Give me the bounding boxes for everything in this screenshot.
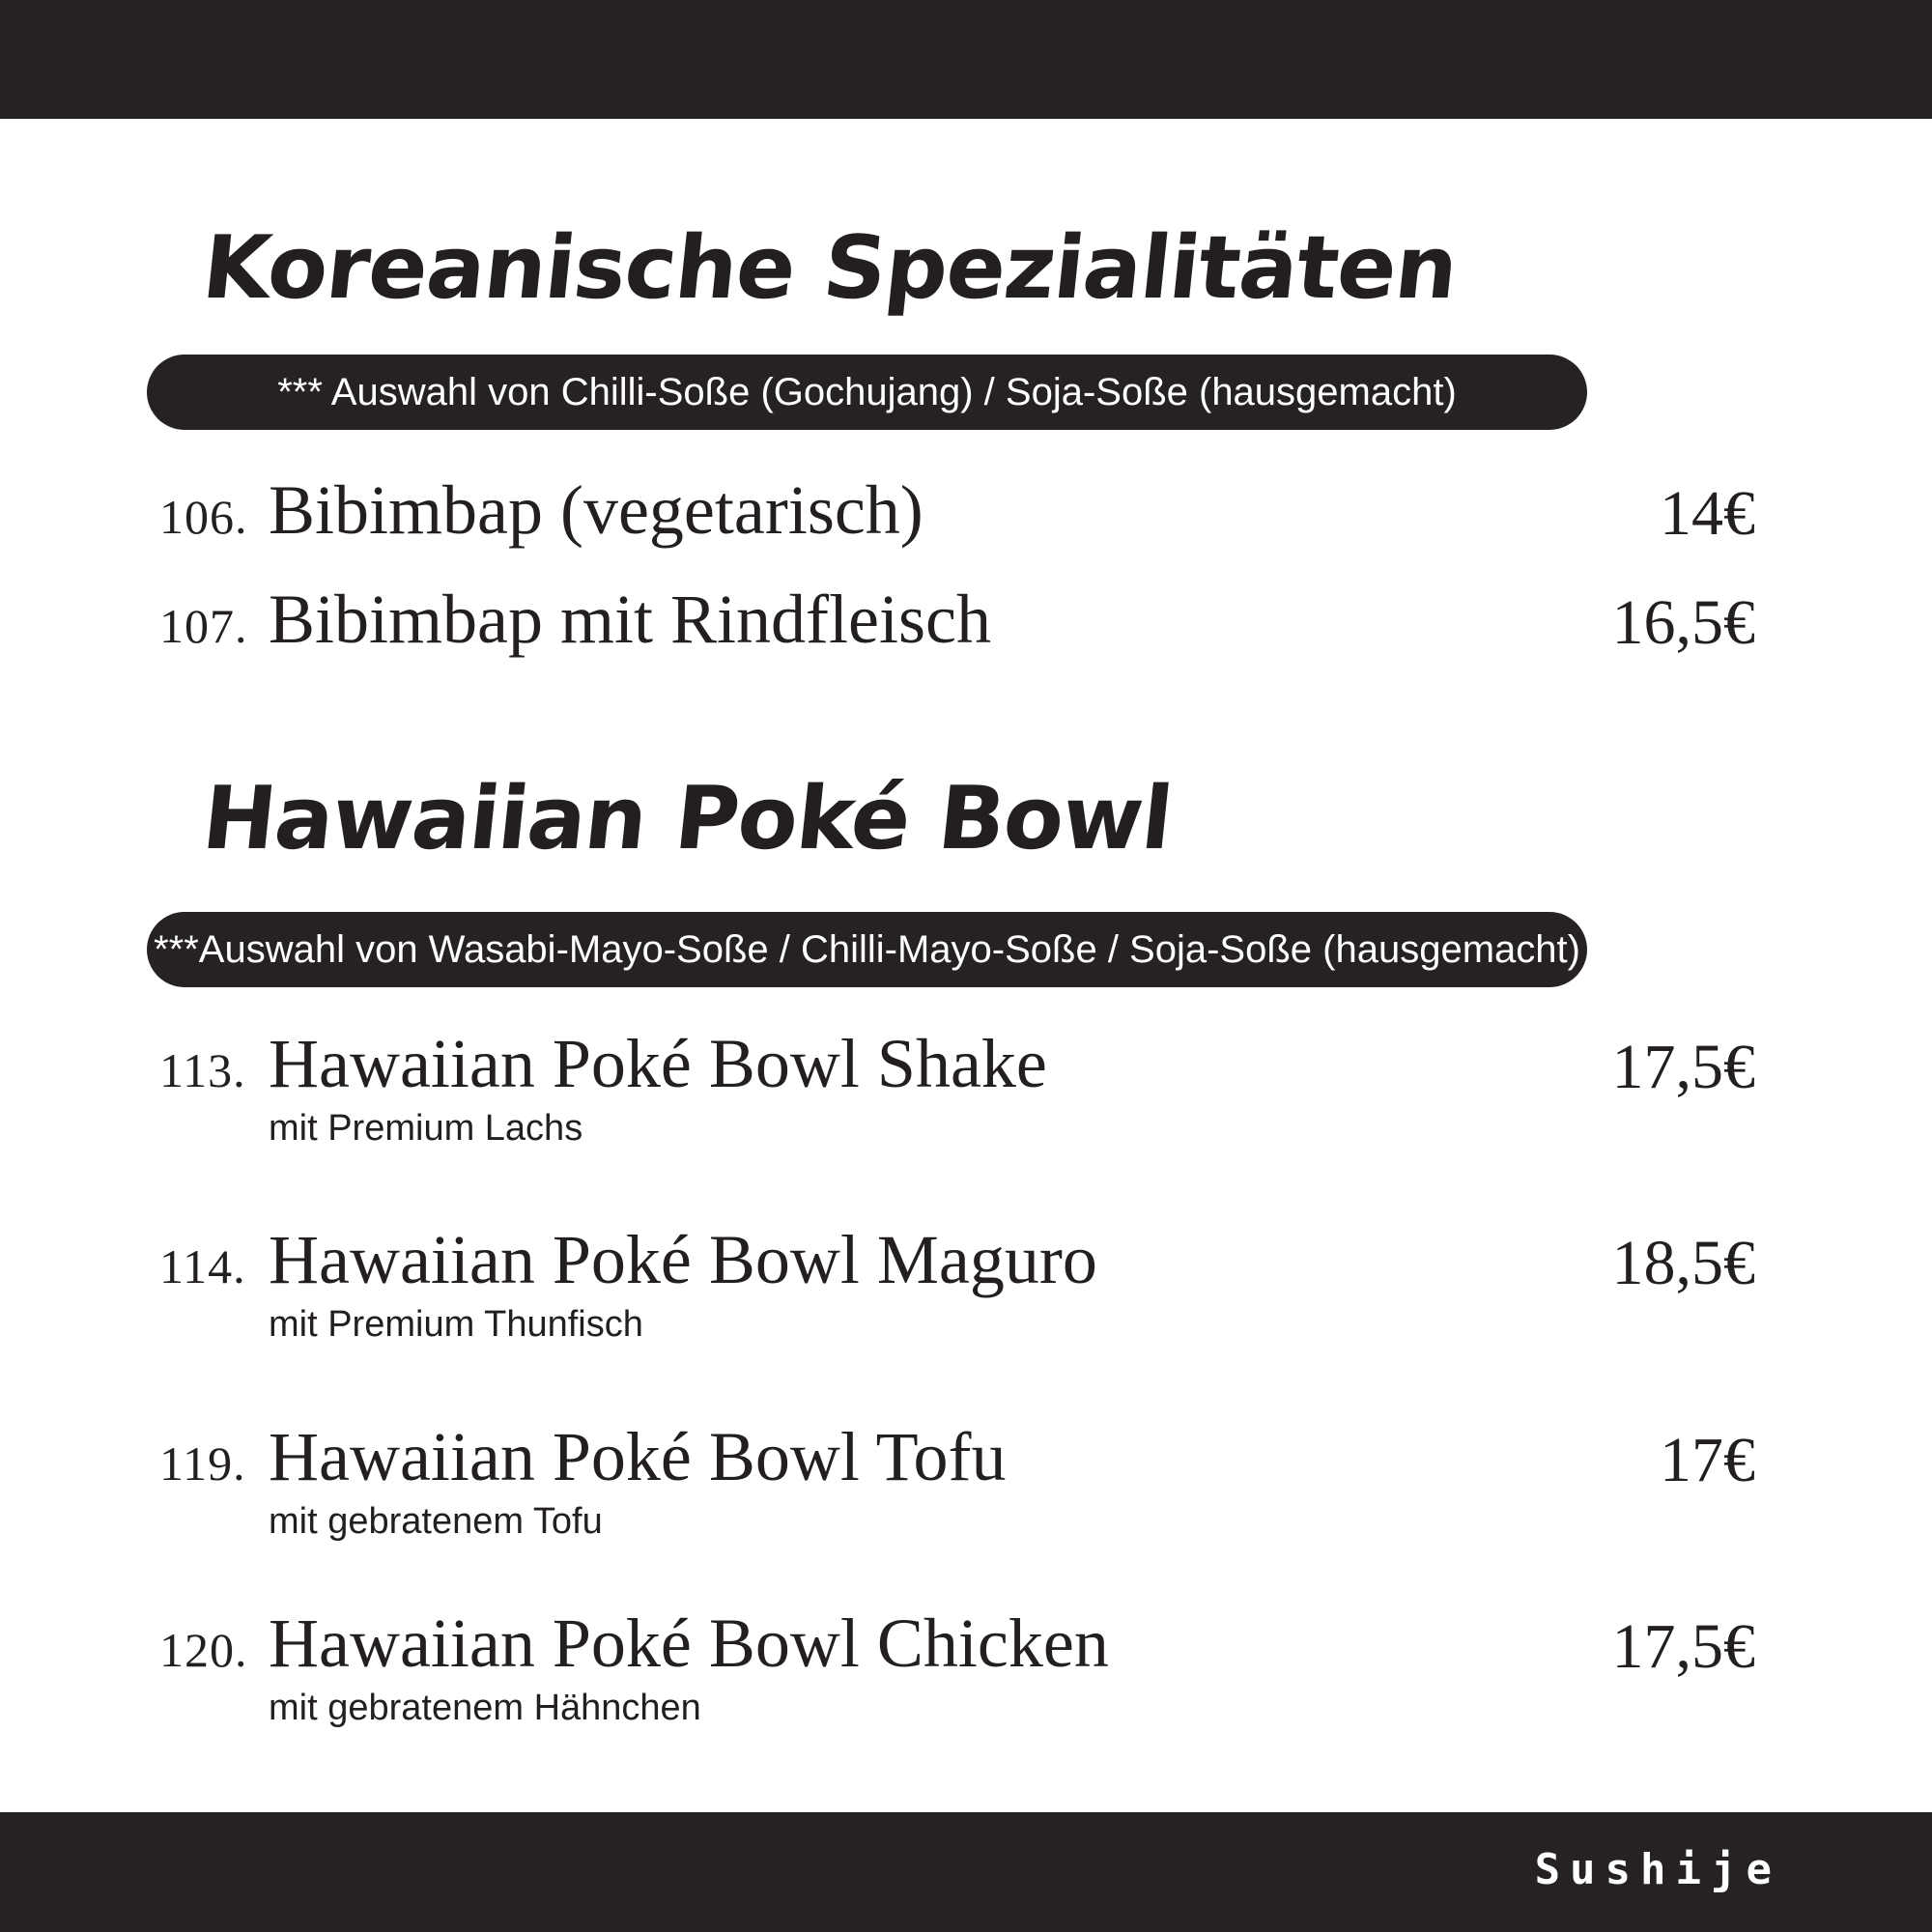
item-number: 120. — [159, 1623, 248, 1677]
section-title-poke: Hawaiian Poké Bowl — [198, 768, 1177, 869]
sauce-note-korean: *** Auswahl von Chilli-Soße (Gochujang) / Soja-Soße (hausgemacht) — [147, 355, 1587, 430]
item-name: Bibimbap mit Rindfleisch — [269, 581, 991, 658]
sauce-note-poke: ***Auswahl von Wasabi-Mayo-Soße / Chilli-Mayo-Soße / Soja-Soße (hausgemacht) — [147, 912, 1587, 987]
item-number: 107. — [159, 599, 248, 653]
item-number: 114. — [159, 1239, 246, 1293]
item-price: 16,5€ — [1611, 587, 1755, 658]
item-description: mit Premium Thunfisch — [269, 1304, 643, 1345]
menu-item — [159, 1418, 1755, 1542]
menu-item — [159, 1221, 1755, 1345]
brand-logo: Sushije — [1534, 1845, 1781, 1894]
item-name: Hawaiian Poké Bowl Tofu — [269, 1418, 1007, 1495]
item-price: 17,5€ — [1611, 1032, 1755, 1102]
item-price: 17€ — [1660, 1425, 1755, 1495]
item-name: Hawaiian Poké Bowl Chicken — [269, 1605, 1109, 1682]
item-number: 113. — [159, 1043, 246, 1097]
item-price: 14€ — [1660, 478, 1755, 549]
item-price: 17,5€ — [1611, 1611, 1755, 1682]
menu-item — [159, 1025, 1755, 1149]
item-description: mit gebratenem Tofu — [269, 1501, 603, 1542]
item-number: 106. — [159, 490, 248, 544]
menu-item — [159, 582, 1755, 660]
item-price: 18,5€ — [1611, 1228, 1755, 1298]
menu-item — [159, 473, 1755, 551]
item-name: Hawaiian Poké Bowl Shake — [269, 1025, 1047, 1102]
menu-item — [159, 1605, 1755, 1728]
item-number: 119. — [159, 1436, 246, 1491]
item-description: mit gebratenem Hähnchen — [269, 1688, 701, 1728]
section-title-korean: Koreanische Spezialitäten — [198, 217, 1463, 319]
top-bar — [0, 0, 1932, 119]
item-description: mit Premium Lachs — [269, 1108, 583, 1149]
item-name: Hawaiian Poké Bowl Maguro — [269, 1221, 1097, 1298]
item-name: Bibimbap (vegetarisch) — [269, 471, 923, 549]
